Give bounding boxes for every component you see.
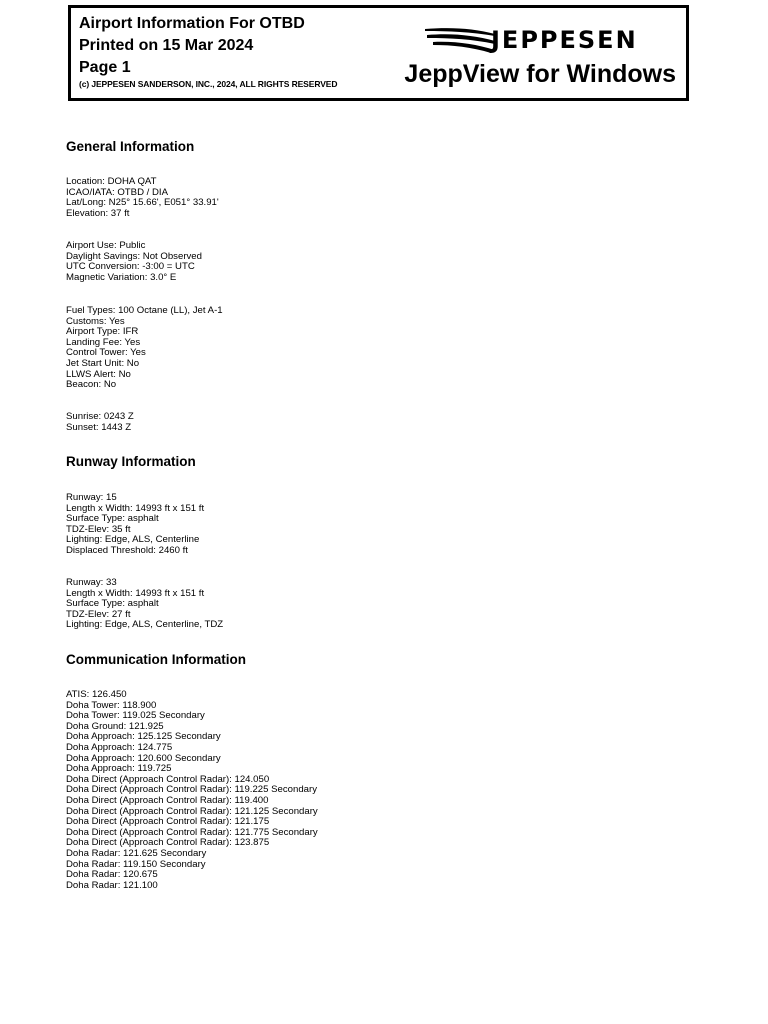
info-line: Airport Type: IFR — [66, 326, 139, 338]
info-line: Beacon: No — [66, 379, 117, 391]
info-line: Landing Fee: Yes — [66, 336, 141, 348]
header-title: Airport Information For OTBD — [79, 15, 305, 32]
info-line: UTC Conversion: -3:00 = UTC — [66, 261, 195, 273]
info-line: Doha Tower: 118.900 — [66, 699, 157, 711]
general-info-group-1 — [66, 177, 219, 219]
info-line: Doha Radar: 121.625 Secondary — [66, 847, 207, 859]
info-line: Customs: Yes — [66, 315, 125, 327]
runway-info-heading: Runway Information — [66, 454, 196, 469]
info-line: Daylight Savings: Not Observed — [66, 250, 202, 262]
jeppesen-swoosh-icon — [425, 25, 497, 55]
info-line: Fuel Types: 100 Octane (LL), Jet A-1 — [66, 305, 223, 316]
info-line: Jet Start Unit: No — [66, 357, 140, 369]
info-line: Doha Approach: 120.600 Secondary — [66, 752, 221, 764]
general-info-heading: General Information — [66, 139, 195, 154]
info-line: Elevation: 37 ft — [66, 207, 130, 219]
info-line: Doha Direct (Approach Control Radar): 121.175 — [66, 816, 270, 828]
info-line: Doha Radar: 119.150 Secondary — [66, 858, 206, 870]
info-line: Control Tower: Yes — [66, 347, 146, 359]
info-line: Doha Direct (Approach Control Radar): 121.775 Secondary — [66, 826, 318, 838]
info-line: Doha Radar: 120.675 — [66, 869, 158, 881]
jeppesen-logo — [425, 25, 675, 55]
info-line: Doha Ground: 121.925 — [66, 720, 164, 732]
info-line: Length x Width: 14993 ft x 151 ft — [66, 587, 205, 599]
info-line: Airport Use: Public — [66, 240, 146, 251]
info-line: Lat/Long: N25° 15.66', E051° 33.91' — [66, 197, 219, 209]
info-line: ATIS: 126.450 — [66, 689, 127, 700]
info-line: Doha Direct (Approach Control Radar): 119.225 Secondary — [66, 784, 317, 796]
header-box — [68, 5, 689, 101]
runway-33-details — [66, 578, 223, 631]
communication-info-heading: Communication Information — [66, 652, 246, 667]
info-line: Runway: 15 — [66, 492, 117, 503]
info-line: Surface Type: asphalt — [66, 513, 159, 525]
communication-frequencies — [66, 690, 318, 891]
info-line: Location: DOHA QAT — [66, 176, 157, 187]
brand-wordmark: JEPPESEN — [491, 26, 638, 54]
info-line: Sunset: 1443 Z — [66, 421, 132, 433]
info-line: Doha Radar: 121.100 — [66, 879, 158, 891]
info-line: Doha Direct (Approach Control Radar): 124.050 — [66, 773, 270, 785]
info-line: Surface Type: asphalt — [66, 598, 159, 610]
product-name: JeppView for Windows — [404, 60, 676, 88]
info-line: Doha Tower: 119.025 Secondary — [66, 710, 205, 722]
general-info-group-2 — [66, 241, 202, 283]
info-line: Displaced Threshold: 2460 ft — [66, 544, 188, 556]
info-line: Doha Approach: 125.125 Secondary — [66, 731, 221, 743]
info-line: TDZ-Elev: 35 ft — [66, 523, 131, 535]
info-line: Doha Approach: 119.725 — [66, 763, 172, 775]
general-info-group-4 — [66, 412, 134, 433]
runway-15-details — [66, 493, 204, 557]
info-line: Magnetic Variation: 3.0° E — [66, 271, 177, 283]
info-line: Lighting: Edge, ALS, Centerline — [66, 534, 200, 546]
header-print-date: Printed on 15 Mar 2024 — [79, 37, 254, 54]
header-copyright: (c) JEPPESEN SANDERSON, INC., 2024, ALL RIGHTS RESERVED — [79, 79, 338, 89]
info-line: Runway: 33 — [66, 577, 117, 588]
info-line: LLWS Alert: No — [66, 368, 131, 380]
info-line: Doha Approach: 124.775 — [66, 741, 173, 753]
info-line: ICAO/IATA: OTBD / DIA — [66, 186, 168, 198]
info-line: Length x Width: 14993 ft x 151 ft — [66, 502, 205, 514]
info-line: Lighting: Edge, ALS, Centerline, TDZ — [66, 619, 224, 631]
info-line: Doha Direct (Approach Control Radar): 119.400 — [66, 794, 269, 806]
header-page-number: Page 1 — [79, 59, 131, 76]
info-line: Doha Direct (Approach Control Radar): 121.125 Secondary — [66, 805, 318, 817]
info-line: TDZ-Elev: 27 ft — [66, 608, 131, 620]
general-info-group-3 — [66, 306, 223, 391]
info-line: Doha Direct (Approach Control Radar): 123.875 — [66, 837, 270, 849]
info-line: Sunrise: 0243 Z — [66, 411, 134, 422]
